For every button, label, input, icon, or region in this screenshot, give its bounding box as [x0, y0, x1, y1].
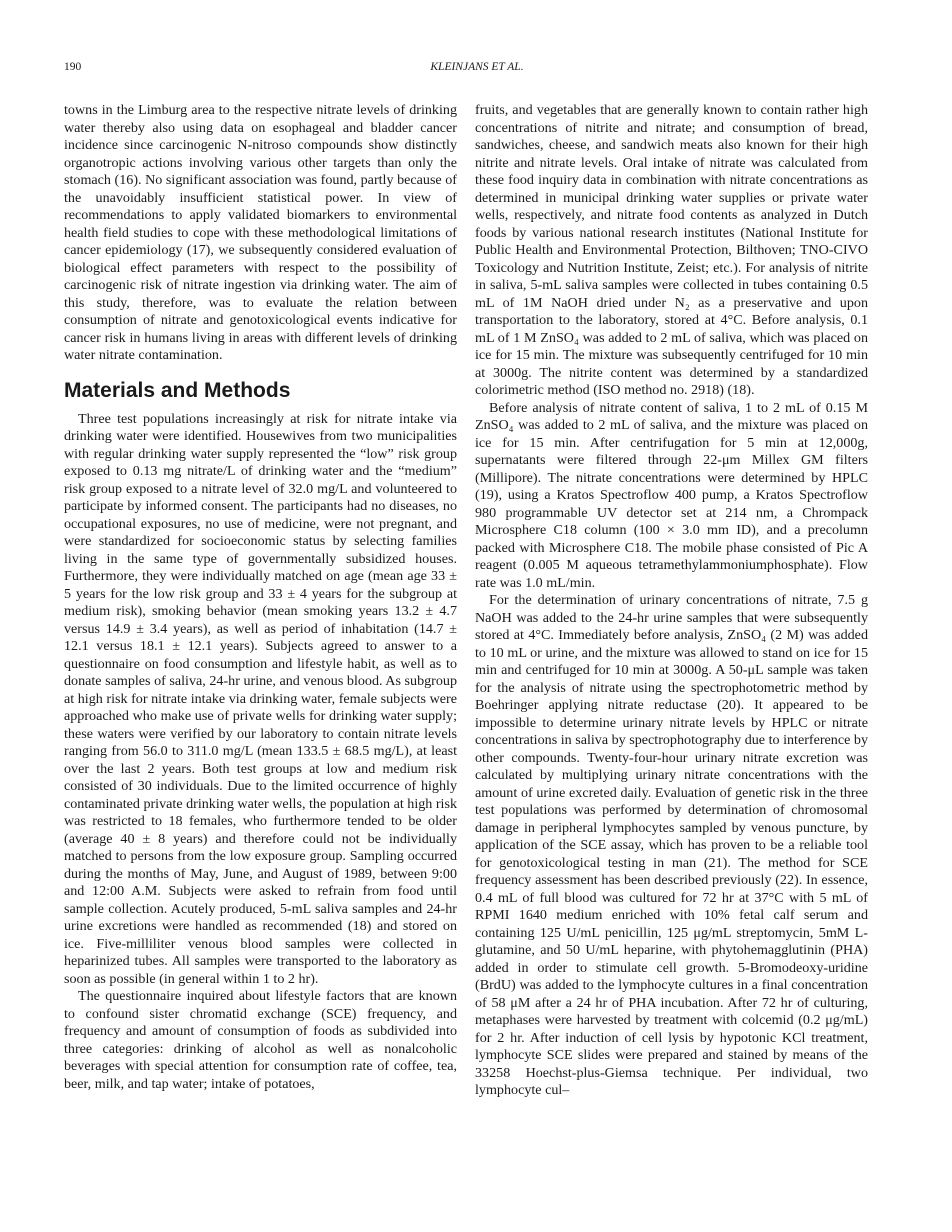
section-heading-materials-methods: Materials and Methods: [64, 378, 291, 402]
right-column: [475, 102, 868, 1100]
test-populations-paragraph: Three test populations increasingly at risk for nitrate intake via drinking water were identified. Housewives from two municipalities with regular drinking water supply represented the “low” risk group exposed to 0.13 mg nitrate/L of drinking water and the “medium” risk group exposed to a nitrate level of 32.0 mg/L and volunteered to participate by informed consent. The participants had no diseases, no occupational exposures, no use of medicine, were not pregnant, and were standardized for socioeconomic status by selecting families living in the same type of governmentally subsidized houses. Furthermore, they were individually matched on age (mean age 33 ± 5 years for the low risk group and 33 ± 4 years for the subgroup at medium risk), smoking behavior (mean smoking years 13.2 ± 4.7 versus 14.9 ± 3.4 years), as well as period of inhabitation (14.7 ± 12.1 versus 18.1 ± 12.1 years). Subjects agreed to answer to a questionnaire on food consumption and lifestyle habit, as well as to donate samples of saliva, 24-hr urine, and venous blood. As subgroup at high risk for nitrate intake via drinking water, female subjects were approached who make use of private wells for drinking water supply; these waters were verified by our laboratory to contain nitrate levels ranging from 56.0 to 311.0 mg/L (mean 133.5 ± 68.5 mg/L), at least over the last 2 years. Both test groups at low and medium risk consisted of 30 individuals. Due to the limited occurrence of highly contaminated private drinking water wells, the population at high risk was restricted to 18 females, who furthermore tended to be older (average 40 ± 8 years) and therefore could not be individually matched to persons from the low exposure group. Sampling occurred during the months of May, June, and August of 1989, between 9:00 and 12:00 A.M. Subjects were asked to refrain from food until sample collection. Acutely produced, 5-mL saliva samples and 24-hr urine excretions were handled as recommended (18) and stored on ice. Five-milliliter venous blood samples were collected in heparinized tubes. All samples were transported to the laboratory as soon as possible (in general within 1 to 2 hr).: [64, 410, 457, 987]
running-head-authors: KLEINJANS ET AL.: [430, 61, 524, 73]
running-head: [64, 61, 890, 77]
saliva-nitrate-paragraph: Before analysis of nitrate content of saliva, 1 to 2 mL of 0.15 M ZnSO₄ was added to 2 mL of saliva, and the mixture was placed on ice for 15 min. After centrifugation for 5 min at 12,000g, supernatants were filtered through 22-μm Millex GM filters (Millipore). The nitrate concentrations were determined by HPLC (19), using a Kratos Spectroflow 400 pump, a Kratos Spectroflow 980 programmable UV detector set at 214 nm, a Chrompack Microsphere C18 column (100 × 3.0 mm ID), and a precolumn packed with Microsphere C18. The mobile phase consisted of Pic A reagent (0.005 M aqueous tetramethylammoniumphosphate). Flow rate was 1.0 mL/min.: [475, 399, 868, 591]
urinary-nitrate-sce-paragraph: For the determination of urinary concentrations of nitrate, 7.5 g NaOH was added to the 24-hr urine samples that were subsequently stored at 4°C. Immediately before analysis, ZnSO₄ (2 M) was added to 10 mL or urine, and the mixture was allowed to stand on ice for 15 min and centrifuged for 10 min at 3000g. A 50-μL sample was taken for the analysis of nitrate using the spectrophotometric method by Boehringer applying nitrate reductase (20). It appeared to be impossible to determine urinary nitrate levels by HPLC or nitrate concentrations in saliva by spectrophotography due to interference by other compounds. Twenty-four-hour urinary nitrate excretion was calculated by multiplying urinary nitrate concentrations with the amount of urine excreted daily. Evaluation of genetic risk in the three test populations was performed by determination of chromosomal damage in peripheral lymphocytes sampled by venous puncture, by application of the SCE assay, which has proven to be a reliable tool for genotoxicological testing in man (21). The method for SCE frequency assessment has been described previously (22). In essence, 0.4 mL of full blood was cultured for 72 hr at 37°C with 5 mL of RPMI 1640 medium enriched with 10% fetal calf serum and containing 125 U/mL penicillin, 125 μg/mL streptomycin, 5mM L-glutamine, and 50 U/mL heparine, with phytohemagglutinin (PHA) added in order to stimulate cell growth. 5-Bromodeoxy-uridine (BrdU) was added to the lymphocyte cultures in a final concentration of 58 μM after a 24 hr of PHA incubation. After 72 hr of culturing, metaphases were harvested by treatment with colcemid (0.2 μg/mL) for 2 hr. After induction of cell lysis by hypotonic KCl treatment, lymphocyte SCE slides were prepared and stained by means of the 33258 Hoechst-plus-Giemsa technique. Per individual, two lymphocyte cul–: [475, 592, 868, 1098]
page-number: 190: [64, 61, 82, 73]
left-column: [64, 102, 457, 1093]
intro-continuation-paragraph: towns in the Limburg area to the respective nitrate levels of drinking water thereby also using data on esophageal and bladder cancer incidence since carcinogenic N-nitroso compounds show distinctly organotropic actions involving various other targets than only the stomach (16). No significant association was found, partly because of the unavoidably insufficient statistical power. In view of recommendations to apply validated biomarkers to environmental health field studies to cope with these methodological limitations of cancer epidemiology (17), we subsequently considered evaluation of biological effect parameters with respect to the possibility of carcinogenic risk of nitrate ingestion via drinking water. The aim of this study, therefore, was to evaluate the relation between consumption of nitrate and genotoxicological events indicative for cancer risk in humans living in areas with different levels of drinking water nitrate contamination.: [64, 102, 457, 363]
questionnaire-paragraph: The questionnaire inquired about lifestyle factors that are known to confound sister chromatid exchange (SCE) frequency, and frequency and amount of consumption of foods as subdivided into three categories: drinking of alcohol as well as nonalcoholic beverages with special attention for consumption rate of coffee, tea, beer, milk, and tap water; intake of potatoes,: [64, 988, 457, 1092]
nitrite-analysis-paragraph: fruits, and vegetables that are generally known to contain rather high concentrations of nitrite and nitrate; and consumption of bread, sandwiches, cheese, and sandwich meats also known for their high nitrite and nitrate levels. Oral intake of nitrate was calculated from these food inquiry data in combination with nitrate concentrations as determined in municipal drinking water supplies or private water wells, respectively, and nitrate food contents as analyzed in Dutch foods by various national research institutes (National Institute for Public Health and Environmental Protection, Bilthoven; TNO-CIVO Toxicology and Nutrition Institute, Zeist; etc.). For analysis of nitrite in saliva, 5-mL saliva samples were collected in tubes containing 0.5 mL of 1M NaOH dried under N₂ as a preservative and upon transportation to the laboratory, stored at 4°C. Before analysis, 0.1 mL of 1 M ZnSO₄ was added to 2 mL of saliva, which was placed on ice for 15 min. The mixture was subsequently centrifuged for 10 min at 3000g. The nitrite content was determined by a standardized colorimetric method (ISO method no. 2918) (18).: [475, 102, 868, 398]
